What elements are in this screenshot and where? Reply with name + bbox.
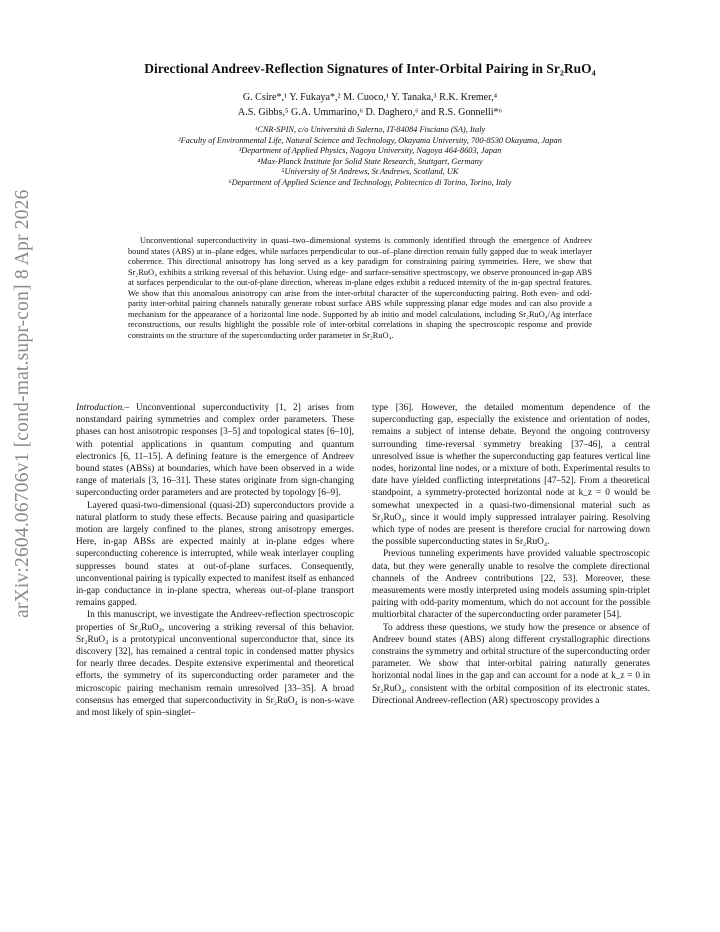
affiliation-list [40, 125, 700, 189]
author-line-2: A.S. Gibbs,⁵ G.A. Ummarino,⁶ D. Daghero,⁶ and R.S. Gonnelli*⁶ [237, 107, 503, 118]
arxiv-identifier-margin [12, 189, 33, 638]
affiliation-4: ⁴Max-Planck Institute for Solid State Research, Stuttgart, Germany [257, 156, 483, 166]
paragraph: Layered quasi-two-dimensional (quasi-2D) superconductors provide a natural platform to study these effects. Because pairing and quasiparticle motion are largely confined to the planes, strong anisotropy emerges. Here, in-gap ABSs are expected mainly at in-plane edges where superconducting coherence is interrupted, while weak interlayer coupling suppresses bound states at out-of-plane surfaces. Consequently, unconventional pairing is typically expected to manifest itself as enhanced in-gap conductance in in-plane spectra, whereas out-of-plane transport remains gapped. [76, 500, 354, 609]
abstract: Unconventional superconductivity in quasi–two–dimensional systems is commonly identified through the emergence of Andreev bound states (ABS) at in–plane edges, while surfaces perpendicular to out–of–plane direction remain fully gapped due to weak interlayer coherence. This directional anisotropy has long served as a key paradigm for constraining pairing symmetries. Here, we show that Sr₂RuO₄ exhibits a striking reversal of this behavior. Using edge- and surface-sensitive spectroscopy, we observe pronounced in-gap ABS at surfaces perpendicular to the out-of-plane direction, whereas in-plane edges exhibit a reduced intensity of the in-gap spectral features. We show that this anomalous anisotropy can arise from the inter-orbital character of the superconducting pairing. Both even- and odd-parity inter-orbital pairing channels naturally generate robust surface ABS while suppressing planar edge modes and can also provide a mechanism for the appearance of a horizontal line node. Supported by ab initio and model calculations, including Sr₂RuO₄/Ag interface reconstructions, our results highlight the possible role of inter-orbital correlations in shaping the spectroscopic response and provide constraints on the structure of the superconducting order parameter in Sr₂RuO₄. [128, 236, 592, 340]
affiliation-5: ⁵University of St Andrews, St Andrews, Scotland, UK [281, 167, 459, 177]
affiliation-1: ¹CNR-SPIN, c/o Università di Salerno, IT-84084 Fisciano (SA), Italy [254, 125, 486, 134]
affiliation-6: ⁶Department of Applied Science and Technology, Politecnico di Torino, Torino, Italy [228, 177, 512, 187]
body-column-left [76, 402, 354, 719]
paragraph: Previous tunneling experiments have provided valuable spectroscopic data, but they were generally unable to resolve the complete directional channels of the Andreev contributions [22, 53]. Moreover, these measurements were mostly interpreted using models assuming spin-triplet pairing with odd-parity momentum, which do not account for the possible multiorbital character of the superconducting order parameter [54]. [372, 549, 650, 621]
affiliation-3: ³Department of Applied Physics, Nagoya University, Nagoya 464-8603, Japan [238, 146, 502, 156]
paragraph-text: Unconventional superconductivity [1, 2] arises from nonstandard pairing symmetries and complex order parameters. These phases can host anisotropic responses [3–5] and topological states [6–10], with potential applications in quantum computing and quantum electronics [6, 11–15]. A defining feature is the emergence of Andreev bound states (ABSs) at boundaries, which have been observed in a wide range of materials [3, 16–31]. These states originate from sign-changing superconducting order parameters and are protected by topology [6–9]. [76, 403, 354, 499]
paragraph [76, 402, 354, 500]
paragraph: To address these questions, we study how the presence or absence of Andreev bound states (ABS) along different crystallographic directions constrains the symmetry and orbital structure of the superconducting order parameter. We show that inter-orbital pairing naturally generates horizontal nodal lines in the gap and can account for a node at k_z = 0 in Sr₂RuO₄, consistent with the orbital composition of its electronic states. Directional Andreev-reflection (AR) spectroscopy provides a [372, 622, 650, 706]
affiliation-2: ²Faculty of Environmental Life, Natural Science and Technology, Okayama University, 700-8530 Okayama, Japan [178, 135, 562, 145]
author-list [60, 90, 680, 120]
paragraph: type [36]. However, the detailed momentum dependence of the superconducting gap, especially the existence and orientation of nodes, remains a subject of intense debate. Beyond the ongoing controversy surrounding time-reversal symmetry breaking [37–46], a central unresolved issue is whether the superconducting gap features vertical line nodes, horizontal line nodes, or a mixture of both. Experimental results to date have yielded conflicting interpretations [47–52]. From a theoretical standpoint, a symmetry-protected horizontal node at k_z = 0 would be somewhat unexpected in a quasi-two-dimensional material such as Sr₂RuO₄, since it would imply suppressed intralayer pairing. Resolving which type of nodes are present is therefore crucial for narrowing down the possible superconducting states in Sr₂RuO₄. [372, 403, 650, 548]
paragraph: In this manuscript, we investigate the Andreev-reflection spectroscopic properties of Sr₂RuO₄, uncovering a striking reversal of this behavior. Sr₂RuO₄ is a prototypical unconventional superconductor that, since its discovery [32], has remained a central topic in condensed matter physics for nearly three decades. Despite extensive experimental and theoretical efforts, the symmetry of its superconducting order parameter and the microscopic pairing mechanism remain unresolved [33–35]. A broad consensus has emerged that superconductivity in Sr₂RuO₄ is non-s-wave and most likely of spin–singlet– [76, 610, 354, 719]
body-column-right [372, 402, 650, 707]
arxiv-identifier: arXiv:2604.06706v1 [cond-mat.supr-con] 8 Apr 2026 [12, 189, 33, 618]
section-label: Introduction.– [76, 403, 130, 413]
author-line-1: G. Csire*,¹ Y. Fukaya*,² M. Cuoco,¹ Y. Tanaka,³ R.K. Kremer,⁴ [242, 92, 498, 103]
paper-title: Directional Andreev-Reflection Signatures of Inter-Orbital Pairing in Sr₂RuO₄ [144, 61, 596, 76]
